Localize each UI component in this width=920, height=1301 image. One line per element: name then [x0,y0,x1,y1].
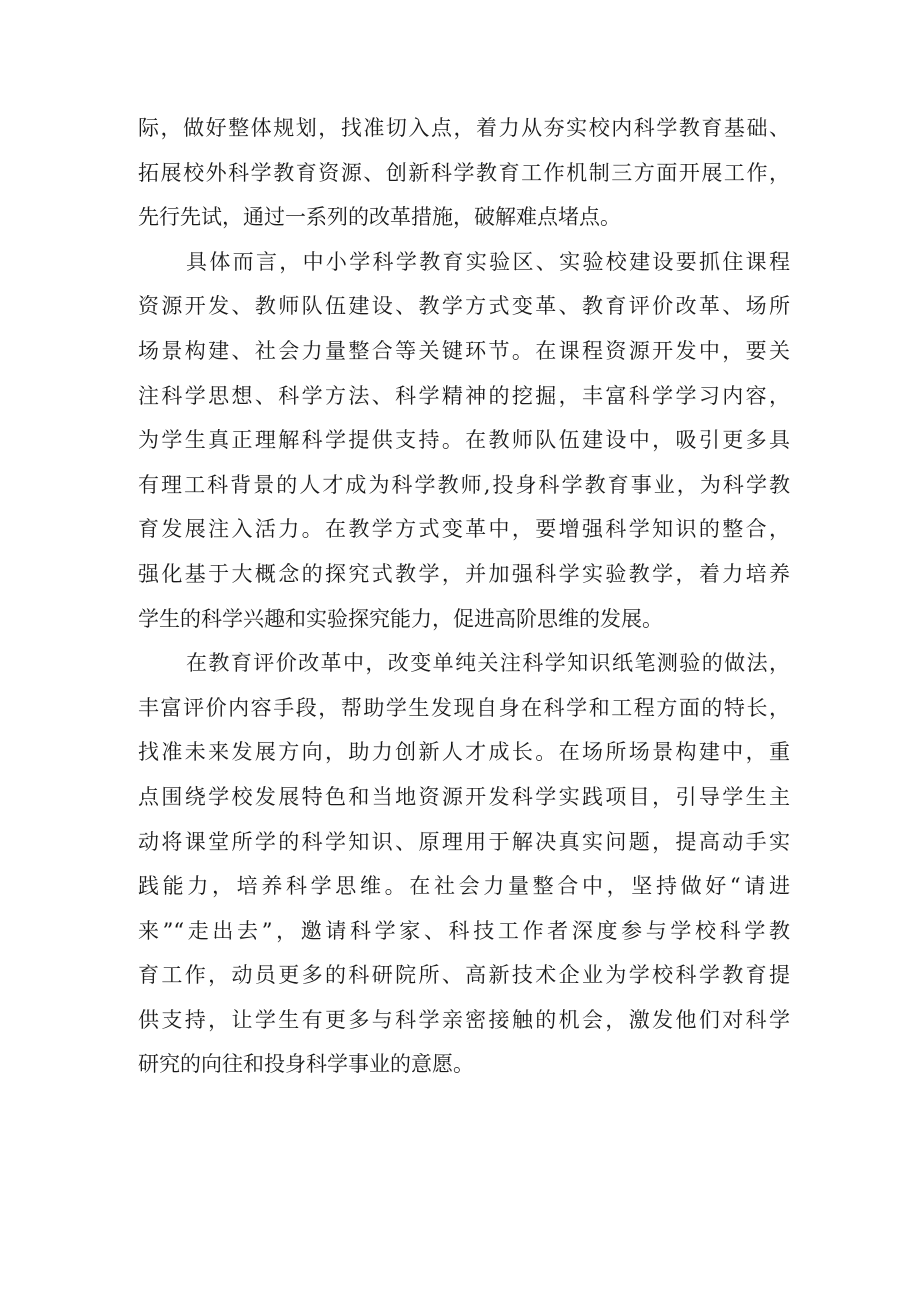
paragraph [138,106,790,240]
text-line: 际，做好整体规划，找准切入点，着力从夯实校内科学教育基础、 [138,116,790,140]
text-line: 具体而言，中小学科学教育实验区、实验校建设要抓住课程 [186,249,790,274]
text-line: 供支持，让学生有更多与科学亲密接触的机会，激发他们对科学 [138,1007,790,1032]
text-line: 场景构建、社会力量整合等关键环节。在课程资源开发中，要关 [138,338,790,363]
text-line: 研究的向往和投身科学事业的意愿。 [138,1052,474,1077]
text-line: 注科学思想、科学方法、科学精神的挖掘，丰富科学学习内容， [138,383,790,408]
text-line: 找准未来发展方向，助力创新人才成长。在场所场景构建中，重 [138,740,790,765]
paragraph [138,240,790,641]
text-line: 学生的科学兴趣和实验探究能力，促进高阶思维的发展。 [138,606,663,631]
text-line: 点围绕学校发展特色和当地资源开发科学实践项目，引导学生主 [138,784,790,809]
text-line: 资源开发、教师队伍建设、教学方式变革、教育评价改革、场所 [138,294,790,319]
text-line: 先行先试，通过一系列的改革措施，破解难点堵点。 [138,205,621,230]
text-line: 有理工科背景的人才成为科学教师,投身科学教育事业，为科学教 [138,472,790,497]
text-line: 育工作，动员更多的科研院所、高新技术企业为学校科学教育提 [138,963,790,988]
text-line: 践能力，培养科学思维。在社会力量整合中，坚持做好“请进 [138,874,790,899]
text-line: 拓展校外科学教育资源、创新科学教育工作机制三方面开展工作， [138,160,790,185]
body-text [138,106,790,1087]
paragraph [138,641,790,1087]
text-line: 育发展注入活力。在教学方式变革中，要增强科学知识的整合， [138,517,790,542]
text-line: 来”“走出去”，邀请科学家、科技工作者深度参与学校科学教 [138,918,790,943]
text-line: 为学生真正理解科学提供支持。在教师队伍建设中，吸引更多具 [138,428,790,453]
text-line: 动将课堂所学的科学知识、原理用于解决真实问题，提高动手实 [138,829,790,854]
text-line: 丰富评价内容手段，帮助学生发现自身在科学和工程方面的特长， [138,695,790,720]
text-line: 强化基于大概念的探究式教学，并加强科学实验教学，着力培养 [138,561,790,586]
text-line: 在教育评价改革中，改变单纯关注科学知识纸笔测验的做法， [186,651,790,676]
